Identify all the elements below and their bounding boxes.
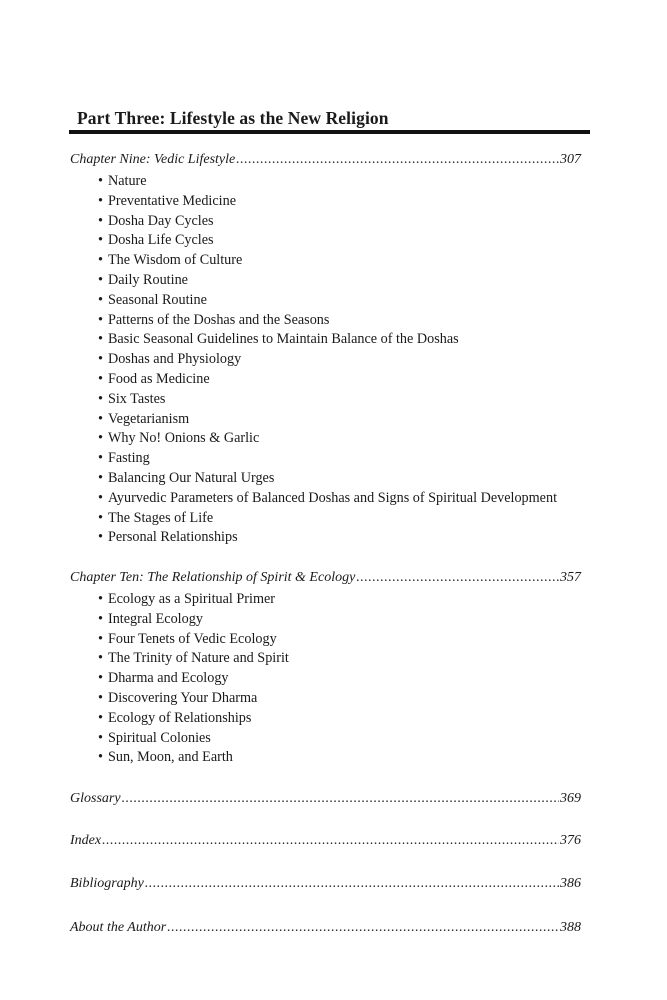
- list-item: • Basic Seasonal Guidelines to Maintain Balance of the Doshas: [98, 330, 557, 350]
- list-item: • Patterns of the Doshas and the Seasons: [98, 311, 557, 331]
- chapter-ten-items: [98, 590, 289, 768]
- list-item: • Daily Routine: [98, 271, 557, 291]
- list-item: • Seasonal Routine: [98, 291, 557, 311]
- list-item: • Integral Ecology: [98, 610, 289, 630]
- entry-title: Index: [70, 833, 102, 848]
- toc-entry-chapter-ten[interactable]: [70, 570, 581, 586]
- page-number: 388: [560, 920, 581, 935]
- page-number: 376: [560, 833, 581, 848]
- dot-leader: [356, 570, 559, 586]
- list-item: • Preventative Medicine: [98, 192, 557, 212]
- page-number: 386: [560, 876, 581, 891]
- dot-leader: [236, 152, 559, 168]
- chapter-title: Chapter Nine: Vedic Lifestyle: [70, 152, 236, 167]
- list-item: • Ecology as a Spiritual Primer: [98, 590, 289, 610]
- toc-entry-index[interactable]: [70, 833, 581, 849]
- list-item: • Personal Relationships: [98, 528, 557, 548]
- list-item: • Discovering Your Dharma: [98, 689, 289, 709]
- title-rule: [69, 130, 590, 134]
- entry-title: Bibliography: [70, 876, 144, 891]
- list-item: • Dosha Life Cycles: [98, 231, 557, 251]
- entry-title: About the Author: [70, 920, 167, 935]
- chapter-nine-items: [98, 172, 557, 548]
- list-item: • Vegetarianism: [98, 410, 557, 430]
- list-item: • The Trinity of Nature and Spirit: [98, 649, 289, 669]
- dot-leader: [102, 833, 559, 849]
- list-item: • Doshas and Physiology: [98, 350, 557, 370]
- list-item: • Ecology of Relationships: [98, 709, 289, 729]
- list-item: • The Wisdom of Culture: [98, 251, 557, 271]
- entry-title: Glossary: [70, 791, 121, 806]
- dot-leader: [122, 791, 559, 807]
- list-item: • Food as Medicine: [98, 370, 557, 390]
- list-item: • Why No! Onions & Garlic: [98, 429, 557, 449]
- list-item: • Ayurvedic Parameters of Balanced Doshas and Signs of Spiritual Development: [98, 489, 557, 509]
- toc-entry-chapter-nine[interactable]: [70, 152, 581, 168]
- toc-entry-bibliography[interactable]: [70, 876, 581, 892]
- dot-leader: [167, 920, 559, 936]
- toc-entry-glossary[interactable]: [70, 791, 581, 807]
- toc-entry-about-the-author[interactable]: [70, 920, 581, 936]
- chapter-title: Chapter Ten: The Relationship of Spirit & Ecology: [70, 570, 356, 585]
- list-item: • Four Tenets of Vedic Ecology: [98, 630, 289, 650]
- list-item: • Sun, Moon, and Earth: [98, 748, 289, 768]
- list-item: • Spiritual Colonies: [98, 729, 289, 749]
- part-title: Part Three: Lifestyle as the New Religion: [77, 108, 389, 128]
- list-item: • Balancing Our Natural Urges: [98, 469, 557, 489]
- page-number: 357: [560, 570, 581, 585]
- dot-leader: [145, 876, 559, 892]
- page-number: 307: [560, 152, 581, 167]
- list-item: • Dosha Day Cycles: [98, 212, 557, 232]
- page-number: 369: [560, 791, 581, 806]
- list-item: • Nature: [98, 172, 557, 192]
- list-item: • Dharma and Ecology: [98, 669, 289, 689]
- list-item: • The Stages of Life: [98, 509, 557, 529]
- list-item: • Six Tastes: [98, 390, 557, 410]
- list-item: • Fasting: [98, 449, 557, 469]
